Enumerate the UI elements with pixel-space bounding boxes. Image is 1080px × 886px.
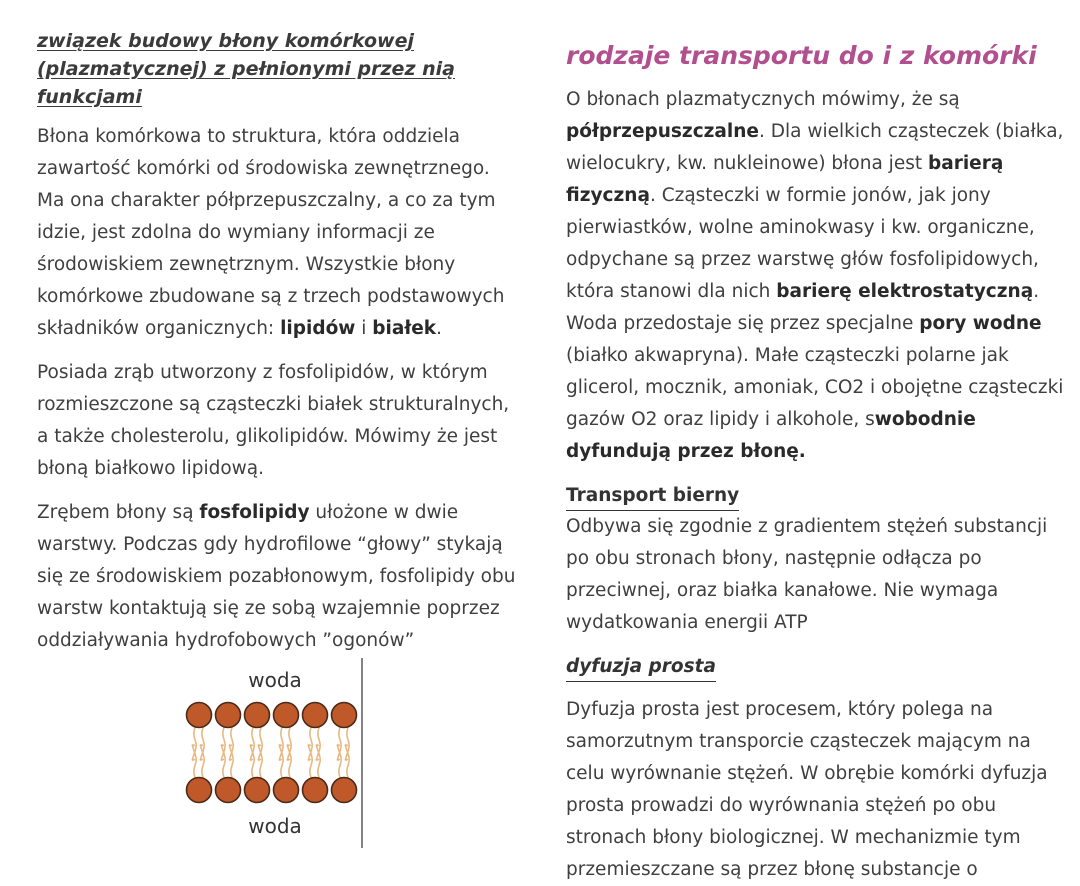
right-paragraph-1 (566, 84, 1066, 468)
subheading-dyfuzja-prosta: dyfuzja prosta (566, 653, 716, 682)
lipid-head (303, 778, 328, 803)
bilayer-svg (175, 658, 375, 848)
bold-text: lipidów (280, 318, 356, 339)
text: O błonach plazmatycznych mówimy, że są (566, 89, 960, 110)
lipid-head (332, 778, 357, 803)
label-water-top: woda (248, 668, 302, 692)
tails-group (192, 728, 349, 778)
right-column (566, 0, 1066, 886)
bold-text: barierę elektrostatyczną (776, 281, 1034, 302)
text: (białko akwapryna). Małe cząsteczki polarne jak glicerol, mocznik, amoniak, CO2 i obojętne cząsteczki gazów O2 oraz lipidy i alkohole, s (566, 345, 1064, 430)
text: . (436, 318, 442, 339)
bold-text: wobodnie dyfundują przez błonę. (566, 409, 976, 462)
text: ułożone w dwie warstwy. Podczas gdy hydrofilowe “głowy” stykają się ze środowiskiem pozabłonowym, fosfolipidy obu warstw kontaktują się ze sobą wzajemnie poprzez oddziaływania hydrofobowych ”ogonów” (37, 502, 516, 651)
left-column (37, 0, 517, 657)
bold-text: fosfolipidy (199, 502, 310, 523)
bold-text: białek (372, 318, 437, 339)
lipid-head (303, 703, 328, 728)
phospholipid-bilayer-figure (175, 658, 375, 848)
lipid-head (332, 703, 357, 728)
text: Błona komórkowa to struktura, która oddziela zawartość komórki od środowiska zewnętrznego. Ma ona charakter półprzepuszczalny, a co za tym idzie, jest zdolna do wymiany informacji ze środowiskiem zewnętrznym. Wszystkie błony komórkowe zbudowane są z trzech podstawowych składników organicznych: (37, 126, 505, 339)
left-paragraph-3 (37, 497, 517, 657)
lipid-head (187, 778, 212, 803)
lipid-head (245, 778, 270, 803)
bold-text: półprzepuszczalne (566, 121, 759, 142)
text: . Woda przedostaje się przez specjalne (566, 281, 1040, 334)
lipid-head (274, 778, 299, 803)
lipid-head (274, 703, 299, 728)
heads-group (187, 703, 357, 803)
right-paragraph-2: Odbywa się zgodnie z gradientem stężeń substancji po obu stronach błony, następnie odłącza po przeciwnej, oraz białka kanałowe. Nie wymaga wydatkowania energii ATP (566, 516, 1048, 633)
left-heading-line2: (plazmatycznej) z pełnionymi przez nią funkcjami (37, 58, 455, 108)
text: . Dla wielkich cząsteczek (białka, wielocukry, kw. nukleinowe) błona jest (566, 121, 1064, 174)
right-heading: rodzaje transportu do i z komórki (566, 41, 1037, 70)
bold-text: pory wodne (919, 313, 1042, 334)
text: Zrębem błony są (37, 502, 200, 523)
left-heading (37, 27, 517, 111)
left-heading-line1: związek budowy błony komórkowej (37, 30, 414, 52)
lipid-head (187, 703, 212, 728)
text: i (355, 318, 373, 339)
lipid-head (245, 703, 270, 728)
right-paragraph-3: Dyfuzja prosta jest procesem, który polega na samorzutnym transporcie cząsteczek mającym na celu wyrównanie stężeń. W obrębie komórki dyfuzja prosta prowadzi do wyrównania stężeń po obu stronach błony biologicznej. W mechanizmie tym przemieszczane są przez błonę substancje o (566, 699, 1048, 880)
text: . Cząsteczki w formie jonów, jak jony pierwiastków, wolne aminokwasy i kw. organiczne, odpychane są przez warstwę głów fosfolipidowych, która stanowi dla nich (566, 185, 1039, 302)
label-water-bottom: woda (248, 814, 302, 838)
lipid-head (216, 778, 241, 803)
bold-text: barierą fizyczną (566, 153, 1004, 206)
left-paragraph-1 (37, 121, 517, 345)
subheading-transport-bierny: Transport bierny (566, 482, 739, 511)
lipid-head (216, 703, 241, 728)
left-paragraph-2: Posiada zrąb utworzony z fosfolipidów, w którym rozmieszczone są cząsteczki białek strukturalnych, a także cholesterolu, glikolipidów. Mówimy że jest błoną białkowo lipidową. (37, 362, 510, 479)
